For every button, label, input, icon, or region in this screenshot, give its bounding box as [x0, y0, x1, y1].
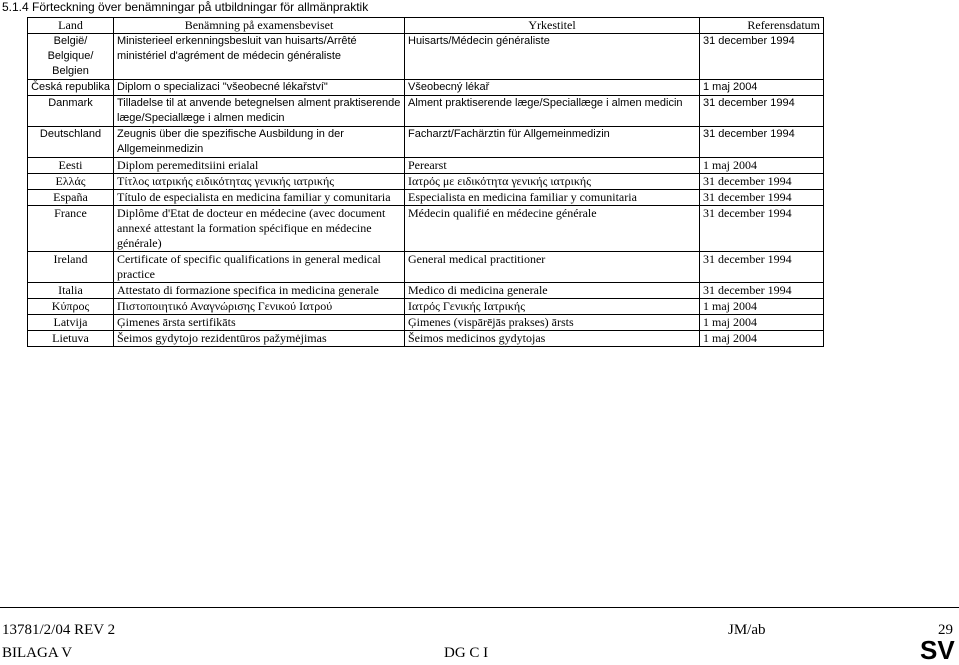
header-land: Land: [28, 18, 114, 34]
footer-doc-ref: 13781/2/04 REV 2: [2, 622, 116, 638]
land-cell: Danmark: [28, 96, 114, 127]
land-cell: Latvija: [28, 315, 114, 331]
qualification-title-cell: Certificate of specific qualifications in general medical practice: [114, 252, 405, 283]
table-body: [28, 34, 824, 347]
table-header-row: [28, 18, 824, 34]
reference-date-cell: 31 december 1994: [700, 127, 824, 158]
header-profession: Yrkestitel: [405, 18, 700, 34]
footer-divider: [0, 607, 959, 608]
table-row: [28, 80, 824, 96]
table-row: [28, 315, 824, 331]
header-date: Referensdatum: [700, 18, 824, 34]
land-cell: Lietuva: [28, 331, 114, 347]
qualification-title-cell: Diplôme d'Etat de docteur en médecine (avec document annexé attestant la formation spécifique en médecine générale): [114, 206, 405, 252]
qualification-title-cell: Attestato di formazione specifica in medicina generale: [114, 283, 405, 299]
land-cell: Κύπρος: [28, 299, 114, 315]
reference-date-cell: 31 december 1994: [700, 190, 824, 206]
reference-date-cell: 1 maj 2004: [700, 315, 824, 331]
land-cell: España: [28, 190, 114, 206]
land-cell: Ireland: [28, 252, 114, 283]
qualification-title-cell: Tilladelse til at anvende betegnelsen alment praktiserende læge/Speciallæge i almen medicin: [114, 96, 405, 127]
section-heading: 5.1.4 Förteckning över benämningar på utbildningar för allmänpraktik: [2, 0, 369, 14]
table-row: [28, 127, 824, 158]
reference-date-cell: 1 maj 2004: [700, 80, 824, 96]
qualification-title-cell: Título de especialista en medicina familiar y comunitaria: [114, 190, 405, 206]
professional-title-cell: Šeimos medicinos gydytojas: [405, 331, 700, 347]
land-cell: Eesti: [28, 158, 114, 174]
qualification-title-cell: Τίτλος ιατρικής ειδικότητας γενικής ιατρικής: [114, 174, 405, 190]
professional-title-cell: Perearst: [405, 158, 700, 174]
land-cell: België/ Belgique/ Belgien: [28, 34, 114, 80]
table-row: [28, 158, 824, 174]
table-row: [28, 283, 824, 299]
qualification-title-cell: Šeimos gydytojo rezidentūros pažymėjimas: [114, 331, 405, 347]
reference-date-cell: 31 december 1994: [700, 206, 824, 252]
professional-title-cell: Medico di medicina generale: [405, 283, 700, 299]
reference-date-cell: 1 maj 2004: [700, 158, 824, 174]
reference-date-cell: 31 december 1994: [700, 96, 824, 127]
land-cell: Deutschland: [28, 127, 114, 158]
footer-language: SV: [920, 635, 955, 665]
professional-title-cell: Huisarts/Médecin généraliste: [405, 34, 700, 80]
reference-date-cell: 31 december 1994: [700, 283, 824, 299]
qualification-title-cell: Diplom peremeditsiini erialal: [114, 158, 405, 174]
land-cell: Česká republika: [28, 80, 114, 96]
table-row: [28, 299, 824, 315]
professional-title-cell: Alment praktiserende læge/Speciallæge i almen medicin: [405, 96, 700, 127]
footer-dg: DG C I: [444, 645, 489, 661]
qualification-title-cell: Zeugnis über die spezifische Ausbildung in der Allgemeinmedizin: [114, 127, 405, 158]
professional-title-cell: Ιατρός Γενικής Ιατρικής: [405, 299, 700, 315]
table-row: [28, 174, 824, 190]
table-row: [28, 331, 824, 347]
professional-title-cell: General medical practitioner: [405, 252, 700, 283]
qualification-title-cell: Ģimenes ārsta sertifikāts: [114, 315, 405, 331]
reference-date-cell: 31 december 1994: [700, 174, 824, 190]
land-cell: Ελλάς: [28, 174, 114, 190]
table-row: [28, 206, 824, 252]
reference-date-cell: 31 december 1994: [700, 252, 824, 283]
footer-initials: JM/ab: [728, 622, 766, 638]
land-cell: France: [28, 206, 114, 252]
qualification-title-cell: Πιστοποιητικό Αναγνώρισης Γενικού Ιατρού: [114, 299, 405, 315]
footer-annex: BILAGA V: [2, 645, 73, 661]
reference-date-cell: 1 maj 2004: [700, 331, 824, 347]
reference-date-cell: 1 maj 2004: [700, 299, 824, 315]
footer-page-number: 29: [938, 622, 953, 638]
professional-title-cell: Ιατρός με ειδικότητα γενικής ιατρικής: [405, 174, 700, 190]
reference-date-cell: 31 december 1994: [700, 34, 824, 80]
land-cell: Italia: [28, 283, 114, 299]
qualification-title-cell: Diplom o specializaci "všeobecné lékařství": [114, 80, 405, 96]
qualifications-table: [27, 17, 824, 347]
header-title: Benämning på examensbeviset: [114, 18, 405, 34]
table-row: [28, 190, 824, 206]
professional-title-cell: Médecin qualifié en médecine générale: [405, 206, 700, 252]
table-row: [28, 96, 824, 127]
professional-title-cell: Facharzt/Fachärztin für Allgemeinmedizin: [405, 127, 700, 158]
table-row: [28, 34, 824, 80]
professional-title-cell: Ģimenes (vispārējās prakses) ārsts: [405, 315, 700, 331]
professional-title-cell: Všeobecný lékař: [405, 80, 700, 96]
table-row: [28, 252, 824, 283]
professional-title-cell: Especialista en medicina familiar y comunitaria: [405, 190, 700, 206]
qualification-title-cell: Ministerieel erkenningsbesluit van huisarts/Arrêté ministériel d'agrément de médecin généraliste: [114, 34, 405, 80]
